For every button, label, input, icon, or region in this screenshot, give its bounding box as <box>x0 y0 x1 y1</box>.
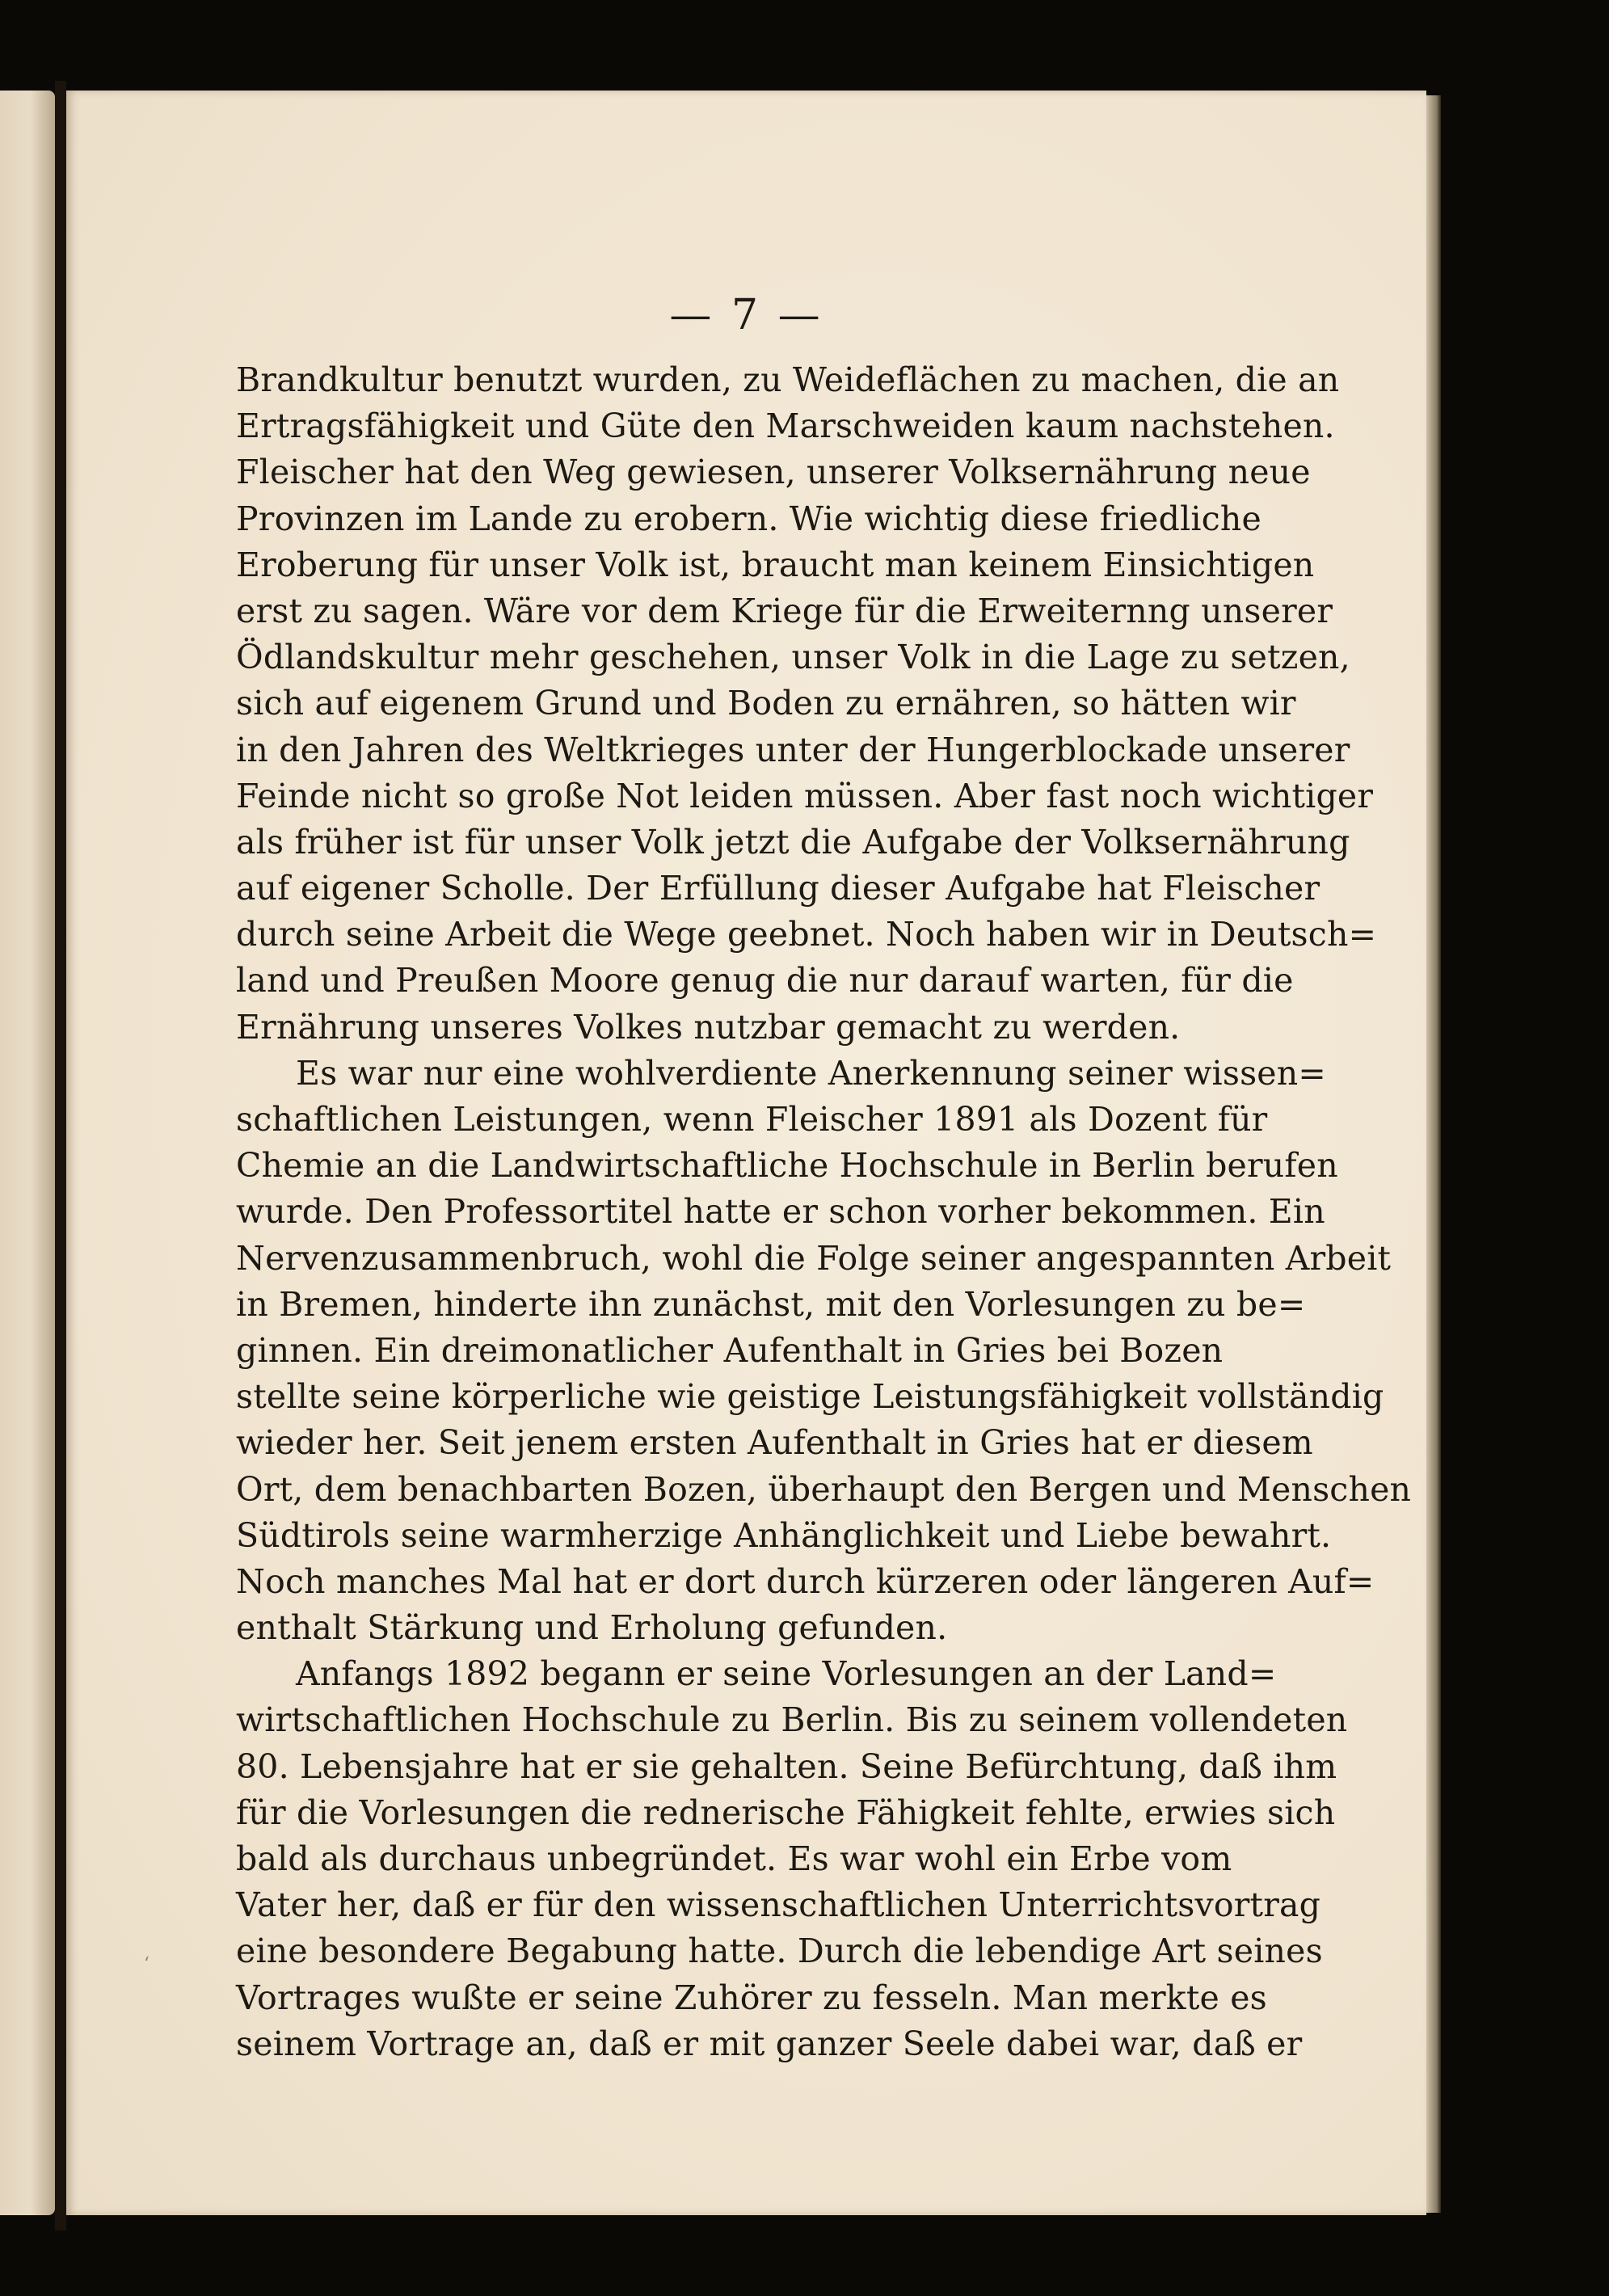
paragraph-end-line: Ernährung unseres Volkes nutzbar gemacht zu werden. <box>236 1007 1181 1047</box>
text-line: stellte seine körperliche wie geistige Leistungsfähigkeit vollständig <box>236 1377 1384 1417</box>
text-line: Feinde nicht so große Not leiden müssen. Aber fast noch wichtiger <box>236 776 1374 815</box>
text-line: eine besondere Begabung hatte. Durch die lebendige Art seines <box>236 1932 1323 1971</box>
text-line: wurde. Den Professortitel hatte er schon vorher bekommen. Ein <box>236 1192 1325 1232</box>
body-text <box>236 357 1412 2067</box>
text-line: sich auf eigenem Grund und Boden zu ernähren, so hätten wir <box>236 684 1296 723</box>
text-line: auf eigener Scholle. Der Erfüllung dieser Aufgabe hat Fleischer <box>236 869 1320 908</box>
pencil-mark: ʻ <box>144 1954 150 1974</box>
text-line: Ort, dem benachbarten Bozen, überhaupt den Bergen und Menschen <box>236 1469 1412 1509</box>
text-line: Noch manches Mal hat er dort durch kürzeren oder längeren Auf= <box>236 1561 1375 1601</box>
text-line: Chemie an die Landwirtschaftliche Hochschule in Berlin berufen <box>236 1146 1338 1186</box>
text-line: bald als durchaus unbegründet. Es war wohl ein Erbe vom <box>236 1839 1232 1878</box>
text-line: Brandkultur benutzt wurden, zu Weideflächen zu machen, die an <box>236 360 1340 399</box>
paragraph-start-line: Es war nur eine wohlverdiente Anerkennung seiner wissen= <box>296 1053 1326 1093</box>
text-line: Provinzen im Lande zu erobern. Wie wichtig diese friedliche <box>236 499 1262 538</box>
right-page-edge <box>1426 95 1441 2213</box>
text-line: Ertragsfähigkeit und Güte den Marschweiden kaum nachstehen. <box>236 407 1335 446</box>
text-line: Fleischer hat den Weg gewiesen, unserer Volksernährung neue <box>236 453 1311 492</box>
book-page <box>66 91 1426 2215</box>
text-line: für die Vorlesungen die rednerische Fähigkeit fehlte, erwies sich <box>236 1793 1336 1832</box>
text-line: Vortrages wußte er seine Zuhörer zu fesseln. Man merkte es <box>236 1978 1267 2017</box>
text-line: durch seine Arbeit die Wege geebnet. Noch haben wir in Deutsch= <box>236 915 1377 954</box>
text-line: in den Jahren des Weltkrieges unter der Hungerblockade unserer <box>236 730 1350 769</box>
text-line: Eroberung für unser Volk ist, braucht man keinem Einsichtigen <box>236 545 1315 584</box>
text-line: erst zu sagen. Wäre vor dem Kriege für die Erweiternng unserer <box>236 591 1333 630</box>
text-line: 80. Lebensjahre hat er sie gehalten. Seine Befürchtung, daß ihm <box>236 1746 1337 1786</box>
text-line: Nervenzusammenbruch, wohl die Folge seiner angespannten Arbeit <box>236 1238 1392 1278</box>
text-line: schaftlichen Leistungen, wenn Fleischer 1891 als Dozent für <box>236 1100 1268 1139</box>
text-line: Ödlandskultur mehr geschehen, unser Volk in die Lage zu setzen, <box>236 638 1350 677</box>
paragraph-start-line: Anfangs 1892 begann er seine Vorlesungen an der Land= <box>296 1654 1277 1694</box>
text-line: wirtschaftlichen Hochschule zu Berlin. Bis zu seinem vollendeten <box>236 1700 1348 1740</box>
text-line: als früher ist für unser Volk jetzt die Aufgabe der Volksernährung <box>236 822 1350 862</box>
text-line: Vater her, daß er für den wissenschaftlichen Unterrichtsvortrag <box>236 1885 1321 1925</box>
paragraph-end-line: enthalt Stärkung und Erholung gefunden. <box>236 1608 948 1648</box>
left-page-edge <box>0 91 55 2215</box>
text-line: land und Preußen Moore genug die nur darauf warten, für die <box>236 961 1294 1001</box>
text-line: Südtirols seine warmherzige Anhänglichkeit und Liebe bewahrt. <box>236 1515 1332 1555</box>
text-line: ginnen. Ein dreimonatlicher Aufenthalt in Gries bei Bozen <box>236 1330 1224 1370</box>
book-gutter <box>55 81 66 2231</box>
page-number: — 7 — <box>669 291 823 339</box>
text-line: seinem Vortrage an, daß er mit ganzer Seele dabei war, daß er <box>236 2024 1303 2063</box>
text-line: in Bremen, hinderte ihn zunächst, mit den Vorlesungen zu be= <box>236 1284 1306 1324</box>
text-line: wieder her. Seit jenem ersten Aufenthalt in Gries hat er diesem <box>236 1423 1313 1463</box>
